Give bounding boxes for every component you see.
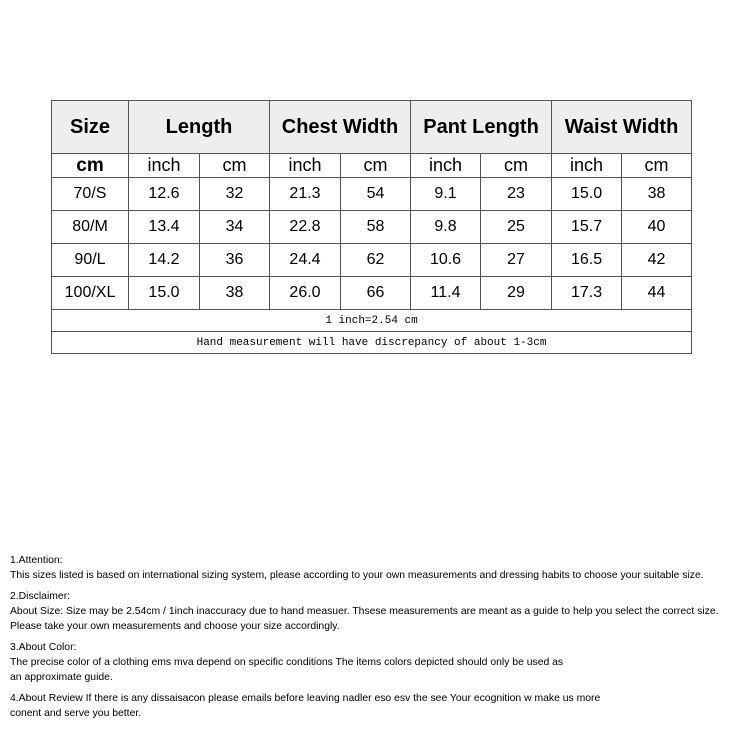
size-chart-table [51, 100, 692, 354]
table-row [52, 211, 692, 244]
discrepancy-note: Hand measurement will have discrepancy of about 1-3cm [52, 332, 692, 354]
table-cell: 38 [200, 277, 270, 310]
table-cell: 9.8 [411, 211, 481, 244]
unit-cell: cm [341, 154, 411, 178]
table-cell: 16.5 [552, 244, 622, 277]
table-cell: 29 [481, 277, 552, 310]
color-text: The precise color of a clothing ems mva depend on specific conditions The items colors depicted should only be used as [10, 657, 564, 668]
table-cell: 27 [481, 244, 552, 277]
table-cell: 10.6 [411, 244, 481, 277]
table-cell: 14.2 [129, 244, 200, 277]
table-cell: 54 [341, 178, 411, 211]
table-cell: 42 [622, 244, 692, 277]
table-cell: 11.4 [411, 277, 481, 310]
table-cell: 17.3 [552, 277, 622, 310]
disclaimer-text: Please take your own measurements and choose your size accordingly. [10, 621, 340, 632]
conversion-note-row [52, 310, 692, 332]
unit-cell: cm [481, 154, 552, 178]
unit-cell: inch [129, 154, 200, 178]
attention-text: This sizes listed is based on international sizing system, please according to your own measurements and dressing habits to choose your suitable size. [10, 570, 704, 581]
table-cell: 15.0 [129, 277, 200, 310]
table-row [52, 277, 692, 310]
table-cell: 22.8 [270, 211, 341, 244]
disclaimer-note [10, 589, 750, 634]
attention-note [10, 553, 750, 583]
unit-cell: inch [270, 154, 341, 178]
header-length: Length [129, 101, 270, 154]
discrepancy-note-row [52, 332, 692, 354]
table-cell: 24.4 [270, 244, 341, 277]
size-cell: 70/S [52, 178, 129, 211]
table-cell: 32 [200, 178, 270, 211]
table-cell: 36 [200, 244, 270, 277]
header-pant-length: Pant Length [411, 101, 552, 154]
header-chest-width: Chest Width [270, 101, 411, 154]
notes-section [10, 553, 750, 727]
review-text: 4.About Review If there is any dissaisacon please emails before leaving nadler eso esv the see Your ecognition w make us more [10, 693, 601, 704]
unit-cell: cm [200, 154, 270, 178]
table-cell: 23 [481, 178, 552, 211]
header-row [52, 101, 692, 154]
unit-cell: inch [552, 154, 622, 178]
color-text: an approximate guide. [10, 672, 113, 683]
table-cell: 21.3 [270, 178, 341, 211]
table-cell: 26.0 [270, 277, 341, 310]
table-cell: 66 [341, 277, 411, 310]
unit-cell: cm [622, 154, 692, 178]
table-cell: 25 [481, 211, 552, 244]
unit-row [52, 154, 692, 178]
unit-cell: inch [411, 154, 481, 178]
header-size: Size [52, 101, 129, 154]
size-cell: 100/XL [52, 277, 129, 310]
table-cell: 58 [341, 211, 411, 244]
disclaimer-text: About Size: Size may be 2.54cm / 1inch inaccuracy due to hand measuer. Thsese measurements are meant as a guide to help you select the correct size. [10, 606, 719, 617]
table-cell: 44 [622, 277, 692, 310]
review-text: conent and serve you better. [10, 708, 142, 719]
table-cell: 12.6 [129, 178, 200, 211]
attention-title: 1.Attention: [10, 555, 63, 566]
table-cell: 38 [622, 178, 692, 211]
color-title: 3.About Color: [10, 642, 77, 653]
disclaimer-title: 2.Disclaimer: [10, 591, 71, 602]
table-cell: 13.4 [129, 211, 200, 244]
table-cell: 15.7 [552, 211, 622, 244]
table-row [52, 244, 692, 277]
table-cell: 15.0 [552, 178, 622, 211]
review-note [10, 691, 750, 721]
header-waist-width: Waist Width [552, 101, 692, 154]
color-note [10, 640, 750, 685]
table-cell: 34 [200, 211, 270, 244]
table-cell: 62 [341, 244, 411, 277]
table-cell: 40 [622, 211, 692, 244]
table-row [52, 178, 692, 211]
size-cell: 90/L [52, 244, 129, 277]
unit-cell: cm [52, 154, 129, 178]
conversion-note: 1 inch=2.54 cm [52, 310, 692, 332]
size-cell: 80/M [52, 211, 129, 244]
table-cell: 9.1 [411, 178, 481, 211]
